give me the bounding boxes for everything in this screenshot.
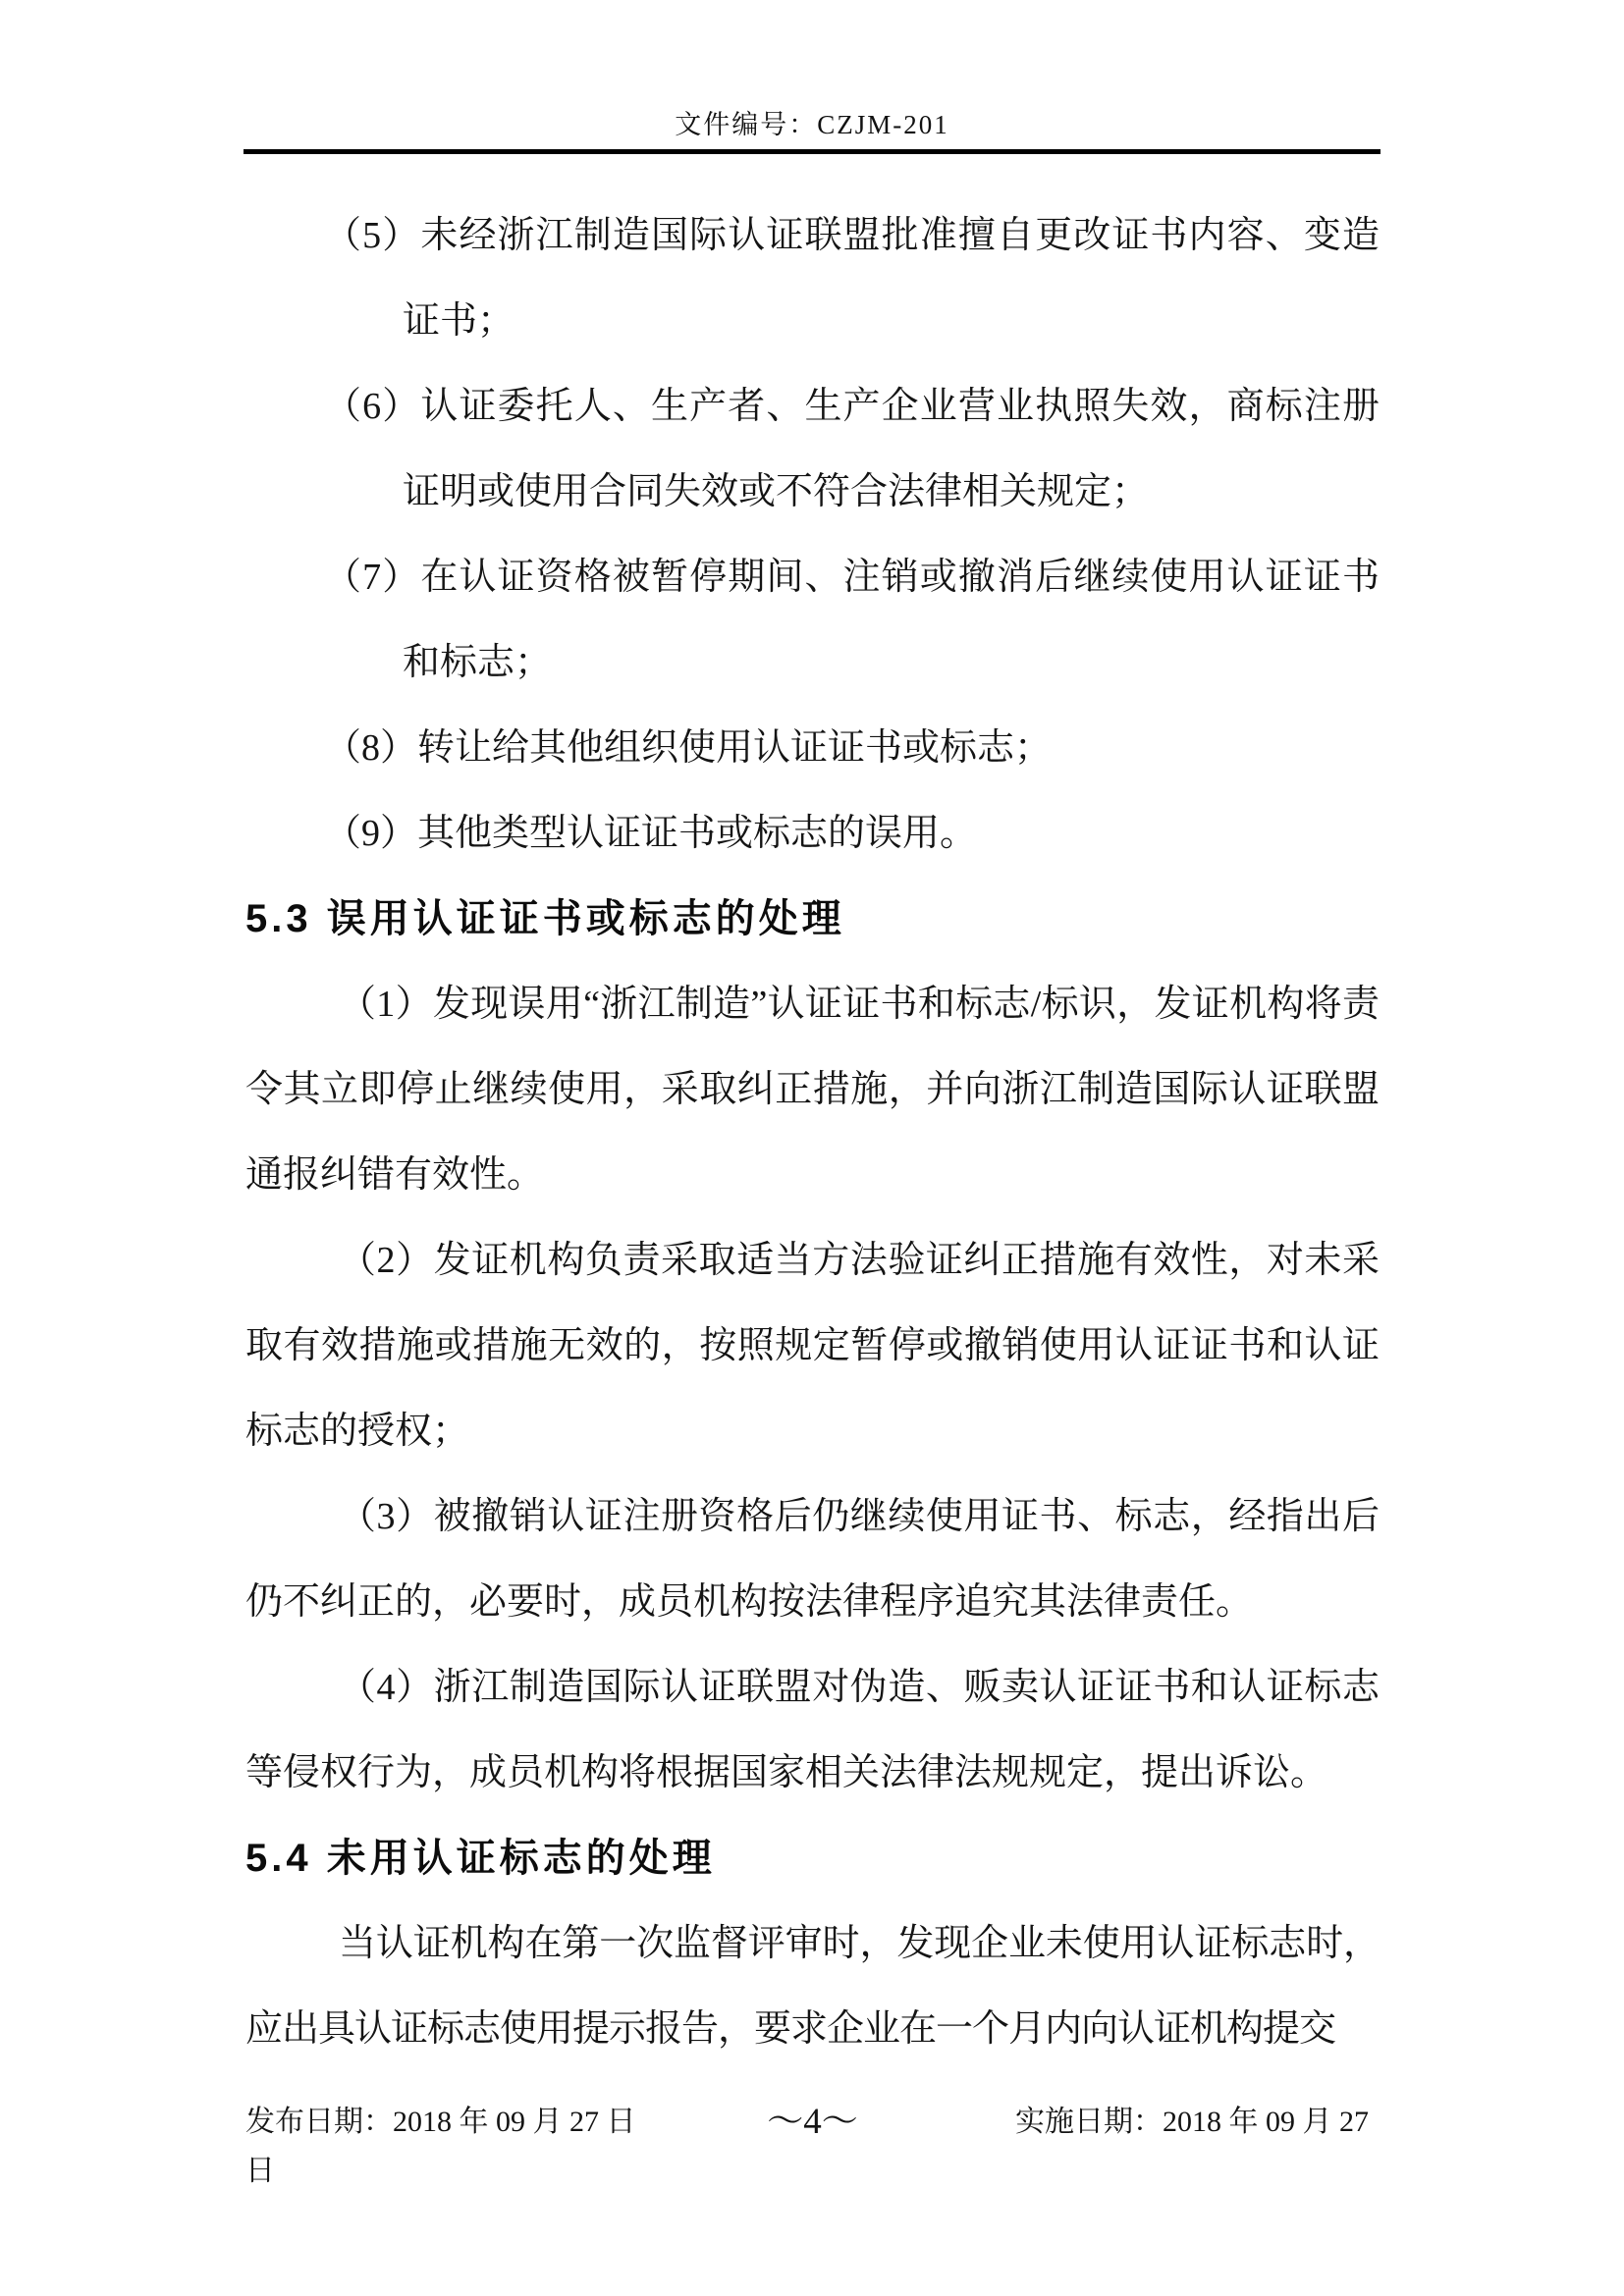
implement-date-overflow: 日 bbox=[245, 2155, 275, 2187]
list-item-8: （8）转让给其他组织使用认证证书或标志； bbox=[324, 727, 1053, 769]
document-body bbox=[245, 193, 1380, 2072]
list-item-9: （9）其他类型认证证书或标志的误用。 bbox=[324, 813, 978, 854]
section-5-3-paragraph-2: （2）发证机构负责采取适当方法验证纠正措施有效性，对未采取有效措施或措施无效的，按照规定暂停或撤销使用认证证书和认证标志的授权； bbox=[245, 1240, 1380, 1452]
doc-number-header bbox=[0, 0, 1624, 139]
release-date: 发布日期：2018 年 09 月 27 日 bbox=[245, 2106, 636, 2138]
footer-row bbox=[245, 2098, 1380, 2147]
section-5-3-paragraph-3: （3）被撤销认证注册资格后仍继续使用证书、标志，经指出后仍不纠正的，必要时，成员机构按法律程序追究其法律责任。 bbox=[245, 1496, 1380, 1623]
section-5-3-paragraph-1: （1）发现误用“浙江制造”认证证书和标志/标识，发证机构将责令其立即停止继续使用，采取纠正措施，并向浙江制造国际认证联盟通报纠错有效性。 bbox=[245, 984, 1380, 1196]
page-number: ～4～ bbox=[767, 2102, 858, 2142]
section-5-3-paragraph-4: （4）浙江制造国际认证联盟对伪造、贩卖认证证书和认证标志等侵权行为，成员机构将根据国家相关法律法规规定，提出诉讼。 bbox=[245, 1667, 1380, 1793]
page-footer bbox=[245, 2098, 1380, 2196]
list-item-6: （6）认证委托人、生产者、生产企业营业执照失效，商标注册证明或使用合同失效或不符合法律相关规定； bbox=[324, 386, 1380, 512]
list-item-7: （7）在认证资格被暂停期间、注销或撤消后继续使用认证证书和标志； bbox=[324, 557, 1380, 683]
list-item-5: （5）未经浙江制造国际认证联盟批准擅自更改证书内容、变造证书； bbox=[324, 215, 1380, 342]
section-5-4-paragraph-1: 当认证机构在第一次监督评审时，发现企业未使用认证标志时，应出具认证标志使用提示报告，要求企业在一个月内向认证机构提交 bbox=[245, 1923, 1380, 2050]
section-5-3-heading: 5.3 误用认证证书或标志的处理 bbox=[245, 897, 845, 940]
doc-number: 文件编号：CZJM-201 bbox=[675, 110, 949, 139]
implement-date: 实施日期：2018 年 09 月 27 bbox=[1015, 2106, 1369, 2138]
header-rule bbox=[244, 149, 1380, 154]
section-5-4-heading: 5.4 未用认证标志的处理 bbox=[245, 1837, 716, 1880]
